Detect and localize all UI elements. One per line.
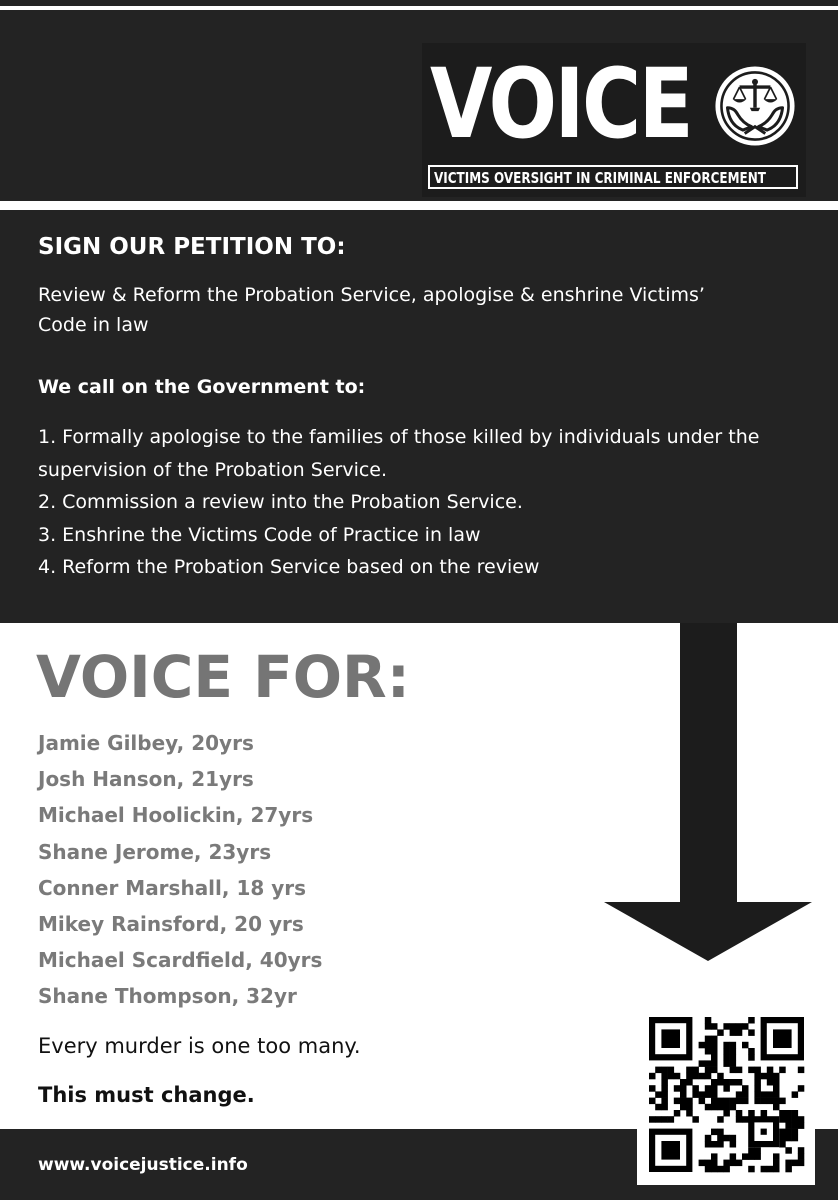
petition-subtitle: Review & Reform the Probation Service, apologise & enshrine Victims’ Code in law bbox=[38, 284, 705, 336]
header-band bbox=[0, 10, 838, 201]
victim-name: Conner Marshall, 18 yrs bbox=[38, 875, 307, 900]
victim-name: Shane Thompson, 32yr bbox=[38, 984, 297, 1009]
victim-name: Josh Hanson, 21yrs bbox=[38, 767, 254, 792]
top-border-strip bbox=[0, 0, 838, 6]
demands-list bbox=[38, 421, 778, 584]
qr-code-icon[interactable] bbox=[637, 1005, 815, 1185]
petition-title: SIGN OUR PETITION TO: bbox=[38, 234, 346, 260]
demand-item: 2. Commission a review into the Probation Service. bbox=[38, 491, 523, 513]
demand-item: 3. Enshrine the Victims Code of Practice in law bbox=[38, 523, 481, 546]
voice-logo bbox=[422, 43, 806, 197]
website-link[interactable]: www.voicejustice.info bbox=[38, 1155, 248, 1175]
demand-item: 1. Formally apologise to the families of those killed by individuals under the supervision of the Probation Service. bbox=[38, 426, 760, 481]
government-heading: We call on the Government to: bbox=[38, 376, 366, 398]
victim-name: Jamie Gilbey, 20yrs bbox=[38, 731, 254, 755]
call-to-action: This must change. bbox=[38, 1083, 255, 1107]
victim-name: Shane Jerome, 23yrs bbox=[38, 839, 272, 864]
victim-name: Michael Hoolickin, 27yrs bbox=[38, 803, 314, 828]
petition-section bbox=[0, 210, 838, 623]
victims-list bbox=[38, 725, 322, 1015]
arrow-down-icon bbox=[604, 623, 812, 961]
logo-tagline: VICTIMS OVERSIGHT IN CRIMINAL ENFORCEMENT bbox=[434, 169, 766, 187]
voice-for-heading: VOICE FOR: bbox=[36, 643, 410, 711]
victim-name: Michael Scardfield, 40yrs bbox=[38, 948, 323, 973]
closing-statement: Every murder is one too many. bbox=[38, 1034, 361, 1058]
demand-item: 4. Reform the Probation Service based on the review bbox=[38, 556, 540, 578]
victim-name: Mikey Rainsford, 20 yrs bbox=[38, 912, 304, 937]
logo-tagline-box bbox=[428, 165, 798, 189]
logo-wordmark: VOICE bbox=[430, 48, 692, 160]
scales-of-justice-icon bbox=[712, 63, 798, 149]
